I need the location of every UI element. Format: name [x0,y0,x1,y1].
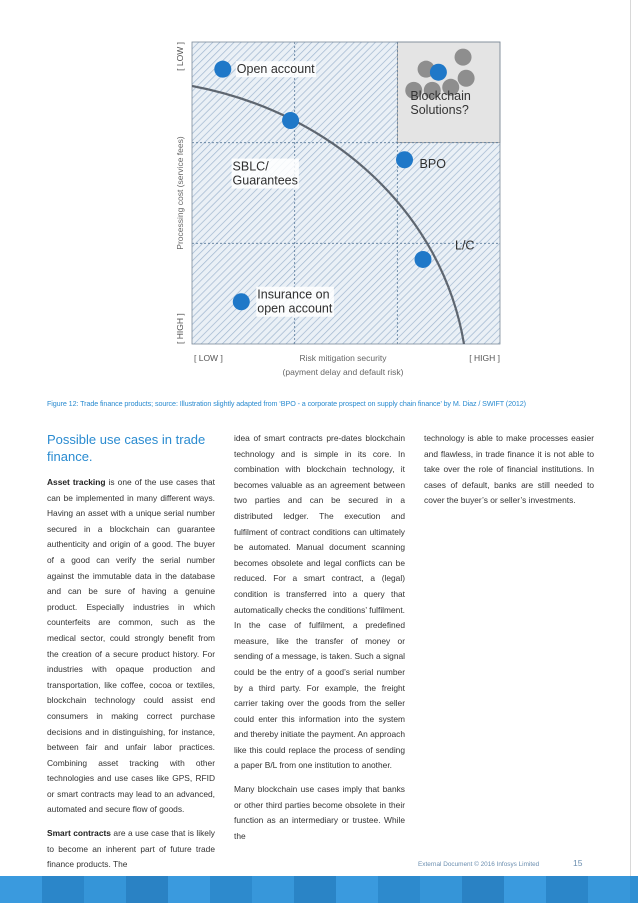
band-tile [210,876,252,903]
blockchain-dot [458,70,475,87]
band-tile [462,876,504,903]
data-label [257,288,333,316]
footer-band [0,876,638,903]
paragraph-financial-institutions: technology is able to make processes easier and flawless, in trade finance it is not able to take over the role of financial institutions. In cases of default, banks are still needed to cover the buyer’s or seller’s investments. [424,433,594,506]
term-asset-tracking: Asset tracking [47,477,106,487]
data-point [282,112,299,129]
data-label-line: Open account [236,62,315,77]
band-tile [0,876,42,903]
data-point [214,61,231,78]
band-tile [378,876,420,903]
band-tile [504,876,546,903]
footer-copyright: External Document © 2016 Infosys Limited [418,861,540,868]
column-2 [234,431,405,852]
paragraph-smart-contracts [47,826,215,873]
paragraph-intermediaries: Many blockchain use cases imply that banks or other third parties become obsolete in their function as an intermediary or trustee. While the [234,784,405,841]
data-label-line: Blockchain [410,89,471,104]
page-number: 15 [573,858,583,868]
data-label [420,157,447,171]
band-tile [126,876,168,903]
data-point [430,64,447,81]
band-tile [546,876,588,903]
data-label-line: Guarantees [232,173,298,188]
y-high-label: [ HIGH ] [175,313,185,344]
data-label-line: BPO [419,156,446,171]
paragraph-smart-contract-idea: idea of smart contracts pre-dates blockchain technology and is simple in its core. In combination with blockchain technology, it becomes valuable as an agreement between two parties and can be secured in a distributed ledger. The execution and fulfilment of contract conditions can ultimately be automated. Manual document scanning becomes obsolete and legal conflicts can be reduced. For a smart contract, a (legal) condition is transferred into a query that automatically checks the conditions’ fulfilment. In the case of fulfilment, a predefined measure, like the transfer of money or sending of a message, is taken. Such a signal could be the entry of a good’s serial number by a third party. For example, the freight carrier taking over the goods from the seller could enter this information into the system and thereby initiate the payment. An approach like this could replace the process of sending a paper B/L from one institution to another. [234,433,405,771]
band-tile [84,876,126,903]
data-point [396,151,413,168]
data-label [410,89,470,117]
band-tile [42,876,84,903]
paragraph-text: is one of the use cases that can be implemented in many different ways. Having an asset with a unique serial number secured in a blockchain can guarantee authenticity and origin of a good. The buyer of a good can verify the serial number against the immutable data in the database and can be sure of having a genuine product. Especially industries in which counterfeits are common, such as the medical sector, could strongly benefit from the creation of a secure product history. For industries with opaque production and transportation, like coffee, cocoa or textiles, blockchain technology could assist end consumers in making correct purchase decisions and in distinguishing, for instance, between fair and unfair labor practices. Combining asset tracking with other technologies and use cases like GPS, RFID or smart contracts may lead to an advanced, automated and secure flow of goods. [47,477,215,815]
band-tile [168,876,210,903]
band-tile [252,876,294,903]
trade-finance-chart [0,0,638,400]
page-edge-rule [630,0,631,876]
figure-caption: Figure 12: Trade finance products; source: Illustration slightly adapted from ‘BPO - a corporate prospect on supply chain finance’ by M. Diaz / SWIFT (2012) [47,399,526,408]
data-label-line: Solutions? [410,103,469,118]
y-low-label: [ LOW ] [175,42,185,71]
data-label-line: SBLC/ [232,159,269,174]
band-tile [420,876,462,903]
paragraph-text: are a use case that is likely to become an inherent part of future trade finance products. The [47,828,215,870]
paragraph-asset-tracking [47,475,215,818]
column-1 [47,431,215,881]
section-heading: Possible use cases in trade finance. [47,432,206,464]
column-3 [424,431,594,517]
blockchain-dot [455,49,472,66]
y-axis-label: Processing cost (service fees) [175,136,185,250]
band-tile [588,876,630,903]
data-point [415,251,432,268]
x-low-label: [ LOW ] [194,353,223,363]
data-label-line: open account [257,301,333,316]
x-axis-label: Risk mitigation security [299,353,387,363]
band-tile [336,876,378,903]
data-label-line: L/C [455,238,475,253]
data-label [455,238,474,252]
term-smart-contracts: Smart contracts [47,828,111,839]
band-tile [294,876,336,903]
x-axis-sublabel: (payment delay and default risk) [282,367,404,377]
data-label-line: Insurance on [257,287,330,302]
x-high-label: [ HIGH ] [469,353,500,363]
data-point [233,293,250,310]
data-label [237,62,315,76]
